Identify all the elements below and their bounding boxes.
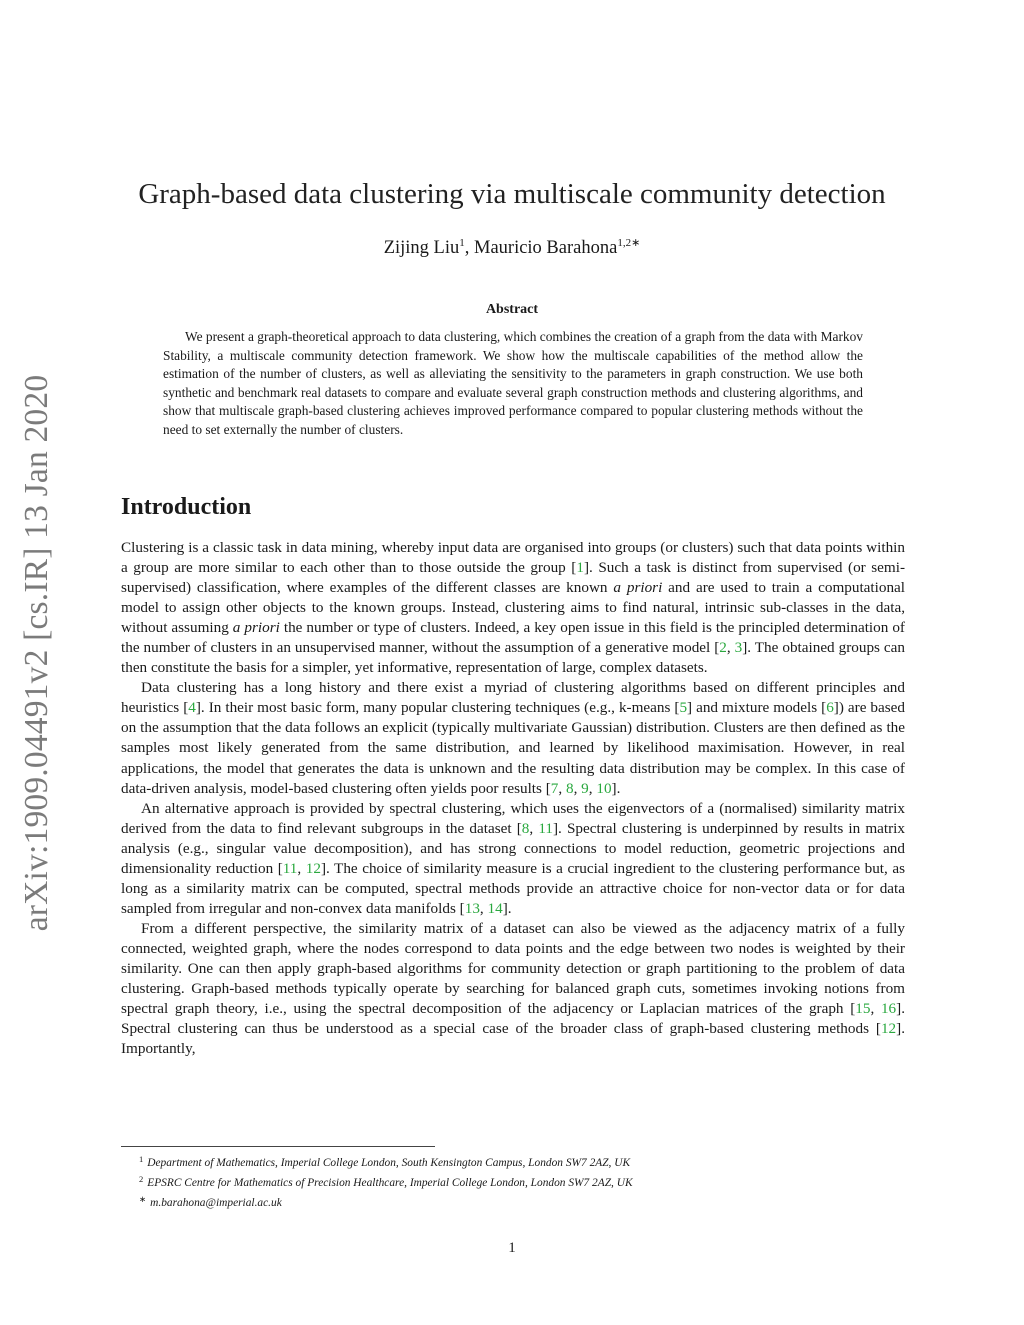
text-run: Clustering is a classic task in data mining, whereby input data are organised into groups (or clusters) such that data points within a group are more similar to each other than to those outside the group [ [121, 539, 905, 577]
text-run: ]. In their most basic form, many popular clustering techniques (e.g., k-means [ [195, 699, 680, 717]
page-number: 1 [508, 1240, 516, 1256]
text-run: , [588, 779, 597, 797]
text-run: , [726, 639, 735, 657]
citation-link[interactable]: 8 [521, 819, 530, 837]
text-run: ]) are based on the assumption that the data follows an explicit (typically multivariate Gaussian) distribution. Clusters are then defined as the samples most likely generated from the same distribution, and learned by likelihood maximisation. However, in real applications, the model that generates the data is unknown and the resulting data distribution may be complex. In this case of data-driven analysis, model-based clustering often yields poor results [ [121, 699, 906, 797]
citation-link[interactable]: 10 [596, 779, 612, 797]
footnote-text: Department of Mathematics, Imperial College London, South Kensington Campus, London SW7 2AZ, UK [147, 1157, 631, 1169]
footnote-mark: ∗ [139, 1194, 147, 1204]
text-run: ]. [611, 779, 621, 797]
citation-link[interactable]: 4 [188, 699, 196, 717]
citation-link[interactable]: 5 [679, 699, 688, 717]
emphasis: a priori [613, 579, 663, 597]
abstract-heading: Abstract [485, 302, 539, 317]
author-name: Zijing Liu [383, 238, 460, 259]
paragraph [121, 919, 905, 1059]
text-run: the number or type of clusters. Indeed, a key open issue in this field is the principled determination of the number of clusters in an unsupervised manner, without the assumption of a generative model [ [121, 619, 905, 657]
text-run: Data clustering has a long history and there exist a myriad of clustering algorithms based on different principles and heuristics [ [121, 679, 905, 717]
paper-title: Graph-based data clustering via multiscale community detection [138, 178, 886, 210]
footnote-text[interactable]: m.barahona@imperial.ac.uk [150, 1197, 282, 1209]
author-separator: , [464, 238, 474, 259]
citation-link[interactable]: 12 [880, 1020, 897, 1038]
citation-link[interactable]: 9 [581, 779, 589, 797]
author-name: Mauricio Barahona [474, 238, 618, 259]
text-run: , [479, 899, 488, 917]
text-run: ]. [502, 899, 512, 917]
text-run: , [573, 779, 582, 797]
section-heading: Introduction [121, 494, 252, 520]
text-run: , [558, 779, 566, 797]
abstract-text: We present a graph-theoretical approach to data clustering, which combines the creation of a graph from the data with Markov Stability, a multiscale community detection framework. We show how the multiscale capabilities of the method allow the estimation of the number of clusters, as well as alleviating the sensitivity to the parameters in graph construction. We use both synthetic and benchmark real datasets to compare and evaluate several graph construction methods and clustering algorithms, and show that multiscale graph-based clustering achieves improved performance compared to popular clustering methods without the need to set externally the number of clusters. [163, 329, 863, 437]
text-run: An alternative approach is provided by spectral clustering, which uses the eigenvectors of a (normalised) similarity matrix derived from the data to find relevant subgroups in the dataset [ [121, 799, 905, 837]
text-run: ]. Such a task is distinct from supervised (or semi-supervised) classification, where examples of the different classes are known [121, 559, 905, 597]
footnote [121, 1151, 905, 1171]
text-run: , [297, 859, 306, 877]
body-text [121, 538, 905, 1059]
text-run: ]. The obtained groups can then constitute the basis for a simpler, yet informative, representation of large, complex datasets. [121, 639, 905, 677]
citation-link[interactable]: 6 [826, 699, 834, 717]
citation-link[interactable]: 15 [855, 1000, 871, 1018]
citation-link[interactable]: 16 [880, 1000, 897, 1018]
paragraph [121, 538, 905, 678]
text-run: ]. The choice of similarity measure is a crucial ingredient to the clustering performance but, as long as a similarity matrix can be computed, spectral methods provide an attractive choice for non-vector data or for data sampled from irregular and non-convex data manifolds [ [121, 859, 905, 917]
citation-link[interactable]: 11 [282, 859, 298, 877]
citation-link[interactable]: 12 [305, 859, 321, 877]
emphasis: a priori [232, 619, 280, 637]
footnote-divider [121, 1146, 435, 1147]
footnote [121, 1191, 905, 1211]
author-list [0, 236, 1024, 259]
text-run: , [870, 1000, 881, 1018]
text-run: ] and mixture models [ [687, 699, 827, 717]
paragraph [121, 678, 905, 798]
citation-link[interactable]: 11 [538, 819, 553, 837]
footnotes [121, 1151, 905, 1211]
citation-link[interactable]: 13 [464, 899, 480, 917]
text-run: ]. Importantly, [121, 1020, 905, 1058]
affiliation-mark: 1 [459, 237, 465, 249]
affiliation-mark: 1,2∗ [617, 237, 641, 249]
footnote-mark: 1 [139, 1154, 144, 1164]
citation-link[interactable]: 8 [565, 779, 574, 797]
citation-link[interactable]: 2 [719, 639, 727, 657]
text-run: From a different perspective, the similarity matrix of a dataset can also be viewed as the adjacency matrix of a fully connected, weighted graph, where the nodes correspond to data points and the edge between two nodes is weighted by their similarity. One can then apply graph-based algorithms for community detection or graph partitioning to the problem of data clustering. Graph-based methods typically operate by searching for balanced graph cuts, sometimes invoking notions from spectral graph theory, i.e., using the spectral decomposition of the adjacency or Laplacian matrices of the graph [ [121, 919, 905, 1018]
text-run: and are used to train a computational model to assign other objects to the known groups. Instead, clustering aims to find natural, intrinsic sub-classes in the data, without assuming [121, 579, 905, 637]
text-run: , [529, 819, 539, 837]
citation-link[interactable]: 14 [487, 899, 503, 917]
paragraph [121, 799, 905, 919]
footnote [121, 1171, 905, 1191]
footnote-text: EPSRC Centre for Mathematics of Precision Healthcare, Imperial College London, London SW7 2AZ, UK [147, 1177, 633, 1189]
text-run: ]. Spectral clustering can thus be understood as a special case of the broader class of graph-based clustering methods [ [121, 1000, 905, 1038]
citation-link[interactable]: 7 [550, 779, 559, 797]
text-run: ]. Spectral clustering is underpinned by results in matrix analysis (e.g., singular value decomposition), and has strong connections to model reduction, geometric projections and dimensionality reduction [ [121, 819, 905, 877]
arxiv-identifier: arXiv:1909.04491v2 [cs.IR] 13 Jan 2020 [18, 374, 55, 932]
citation-link[interactable]: 3 [734, 639, 743, 657]
citation-link[interactable]: 1 [576, 559, 584, 577]
footnote-mark: 2 [139, 1174, 144, 1184]
